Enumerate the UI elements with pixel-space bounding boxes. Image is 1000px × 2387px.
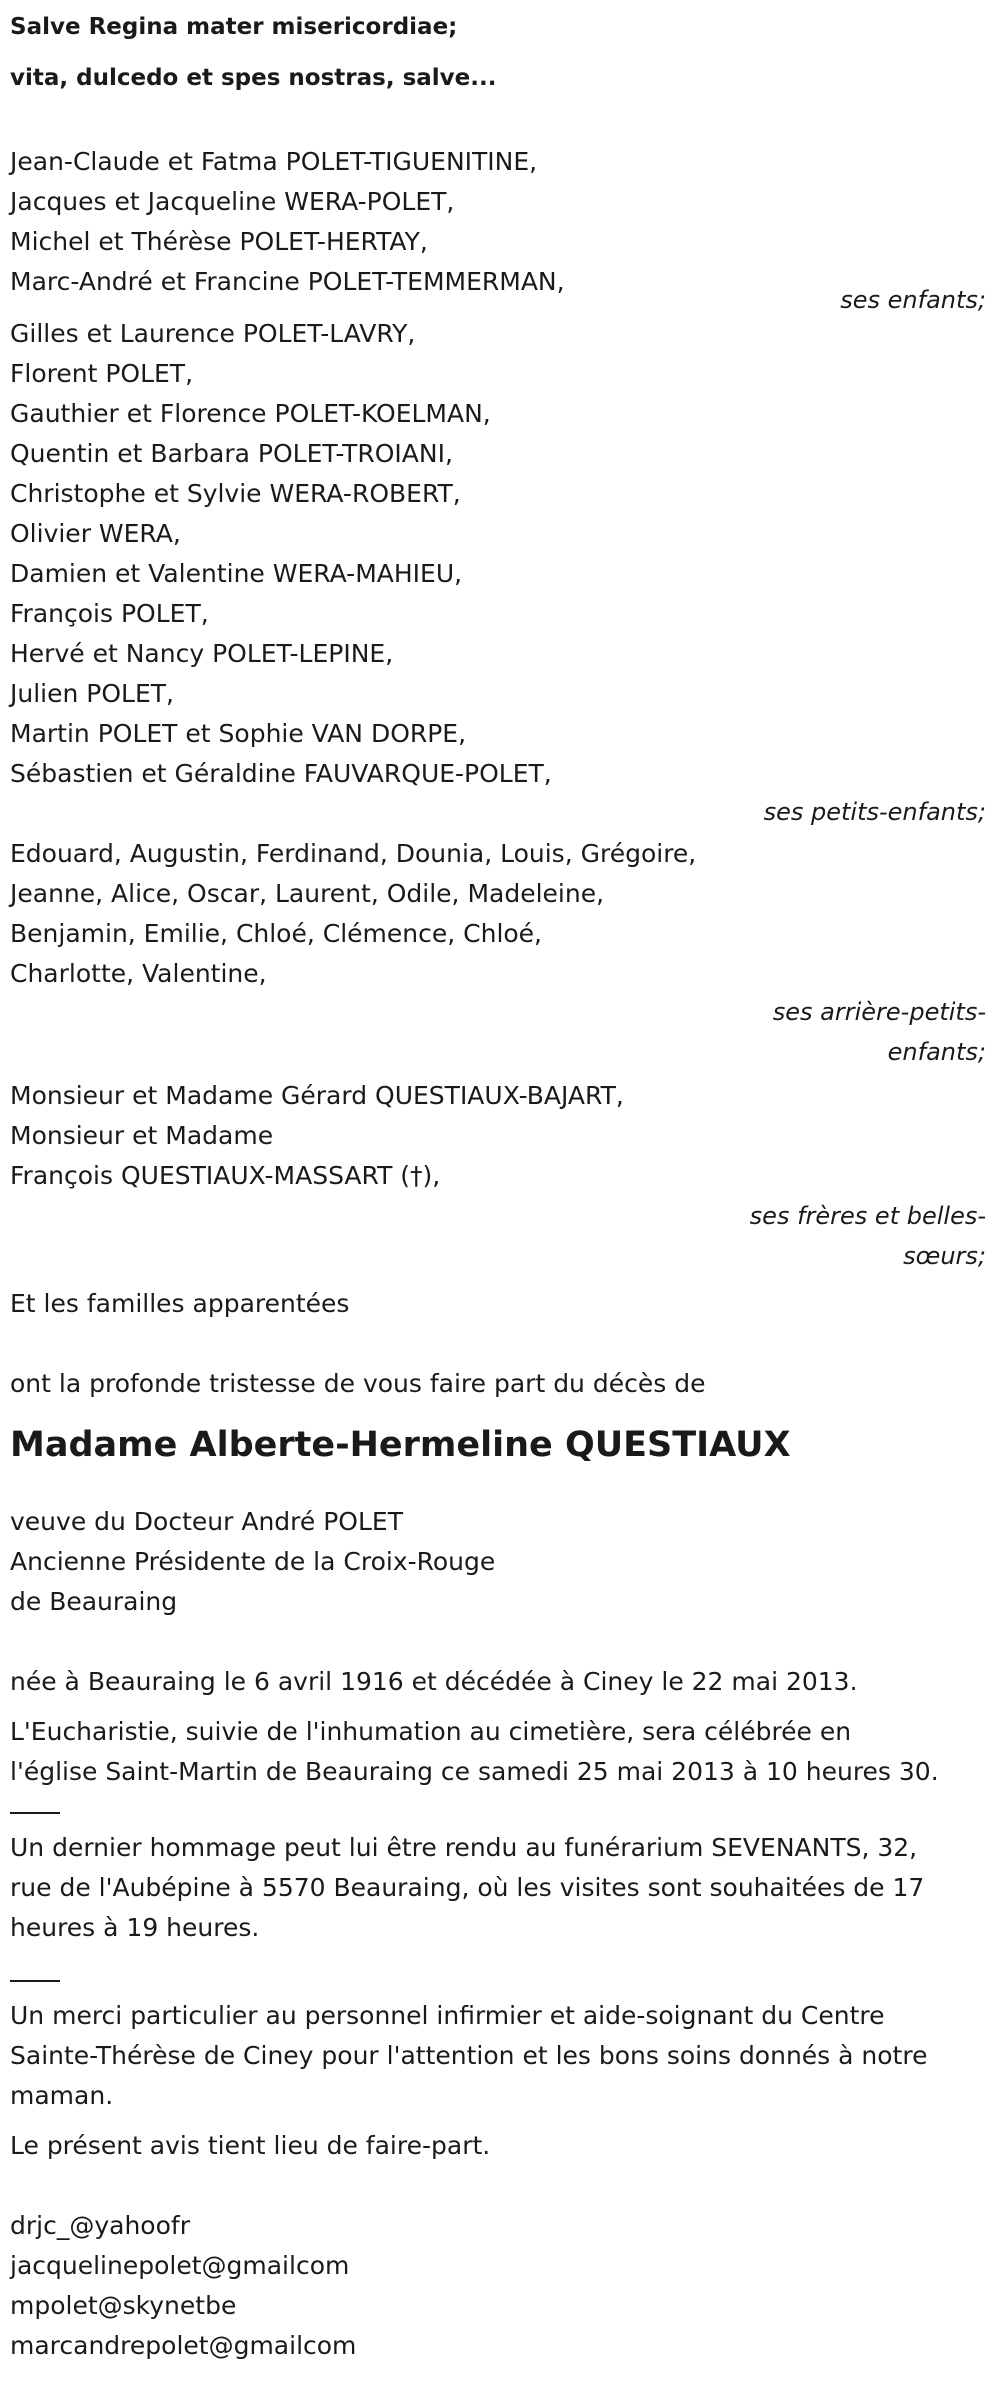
family-member: Jeanne, Alice, Oscar, Laurent, Odile, Madeleine, <box>10 879 605 908</box>
role-grandchildren: ses petits-enfants; <box>763 798 986 826</box>
prayer-header <box>10 0 990 102</box>
announcement <box>10 1364 990 1404</box>
role-children: ses enfants; <box>840 286 986 314</box>
title-line: Ancienne Présidente de la Croix-Rouge <box>10 1547 496 1576</box>
homage-line: Un dernier hommage peut lui être rendu au funérarium SEVENANTS, 32, <box>10 1833 918 1862</box>
thanks-line: Sainte-Thérèse de Ciney pour l'attention et les bons soins donnés à notre <box>10 2041 928 2070</box>
family-member: Gilles et Laurence POLET-LAVRY, <box>10 319 416 348</box>
contact-email[interactable]: mpolet@skynetbe <box>10 2291 237 2320</box>
contact-email[interactable]: drjc_@yahoofr <box>10 2211 190 2240</box>
great-grandchildren-section <box>10 834 990 994</box>
grandchildren-section <box>10 314 990 794</box>
family-member: Jacques et Jacqueline WERA-POLET, <box>10 187 455 216</box>
notice <box>10 2126 990 2166</box>
prayer-line-2: vita, dulcedo et spes nostras, salve... <box>10 65 497 91</box>
family-member: Michel et Thérèse POLET-HERTAY, <box>10 227 428 256</box>
family-member: Monsieur et Madame Gérard QUESTIAUX-BAJART, <box>10 1081 624 1110</box>
contact-email[interactable]: marcandrepolet@gmailcom <box>10 2331 357 2360</box>
family-member: Marc-André et Francine POLET-TEMMERMAN, <box>10 267 565 296</box>
thanks-info <box>10 1996 990 2116</box>
notice-text: Le présent avis tient lieu de faire-part. <box>10 2131 491 2160</box>
deceased-titles <box>10 1502 990 1622</box>
family-member: Damien et Valentine WERA-MAHIEU, <box>10 559 463 588</box>
contact-email[interactable]: jacquelinepolet@gmailcom <box>10 2251 350 2280</box>
section-divider <box>10 1980 60 1982</box>
family-member: Benjamin, Emilie, Chloé, Clémence, Chloé, <box>10 919 543 948</box>
ceremony-line: l'église Saint-Martin de Beauraing ce samedi 25 mai 2013 à 10 heures 30. <box>10 1757 939 1786</box>
family-member: Monsieur et Madame <box>10 1121 274 1150</box>
family-member: Edouard, Augustin, Ferdinand, Dounia, Louis, Grégoire, <box>10 839 697 868</box>
thanks-line: maman. <box>10 2081 114 2110</box>
family-member: Quentin et Barbara POLET-TROIANI, <box>10 439 453 468</box>
announcement-text: ont la profonde tristesse de vous faire part du décès de <box>10 1369 706 1398</box>
title-line: veuve du Docteur André POLET <box>10 1507 403 1536</box>
family-member: Martin POLET et Sophie VAN DORPE, <box>10 719 467 748</box>
birth-death <box>10 1662 990 1702</box>
role-siblings-line-1: ses frères et belles- <box>749 1202 986 1230</box>
deceased-name: Madame Alberte-Hermeline QUESTIAUX <box>10 1425 791 1465</box>
section-divider <box>10 1812 60 1814</box>
family-member: François POLET, <box>10 599 209 628</box>
related-families <box>10 1284 990 1324</box>
family-member: Gauthier et Florence POLET-KOELMAN, <box>10 399 491 428</box>
prayer-line-1: Salve Regina mater misericordiae; <box>10 14 458 40</box>
thanks-line: Un merci particulier au personnel infirmier et aide-soignant du Centre <box>10 2001 885 2030</box>
family-member: Julien POLET, <box>10 679 174 708</box>
family-member: Olivier WERA, <box>10 519 181 548</box>
contact-list <box>10 2206 990 2366</box>
related-families-text: Et les familles apparentées <box>10 1289 350 1318</box>
birth-death-text: née à Beauraing le 6 avril 1916 et décédée à Ciney le 22 mai 2013. <box>10 1667 858 1696</box>
family-member: Florent POLET, <box>10 359 194 388</box>
children-section <box>10 142 990 302</box>
family-member: Christophe et Sylvie WERA-ROBERT, <box>10 479 461 508</box>
siblings-section <box>10 1076 990 1196</box>
family-member: Hervé et Nancy POLET-LEPINE, <box>10 639 394 668</box>
homage-line: rue de l'Aubépine à 5570 Beauraing, où les visites sont souhaitées de 17 <box>10 1873 925 1902</box>
homage-info <box>10 1828 990 1948</box>
ceremony-info <box>10 1712 990 1792</box>
homage-line: heures à 19 heures. <box>10 1913 260 1942</box>
role-great-grandchildren <box>10 992 990 1072</box>
family-member: Sébastien et Géraldine FAUVARQUE-POLET, <box>10 759 552 788</box>
role-great-grandchildren-line-2: enfants; <box>887 1038 986 1066</box>
role-siblings-line-2: sœurs; <box>903 1242 986 1270</box>
family-member: Jean-Claude et Fatma POLET-TIGUENITINE, <box>10 147 538 176</box>
family-member: François QUESTIAUX-MASSART (†), <box>10 1161 441 1190</box>
role-siblings <box>10 1196 990 1276</box>
ceremony-line: L'Eucharistie, suivie de l'inhumation au cimetière, sera célébrée en <box>10 1717 852 1746</box>
role-great-grandchildren-line-1: ses arrière-petits- <box>772 998 986 1026</box>
family-member: Charlotte, Valentine, <box>10 959 267 988</box>
title-line: de Beauraing <box>10 1587 178 1616</box>
